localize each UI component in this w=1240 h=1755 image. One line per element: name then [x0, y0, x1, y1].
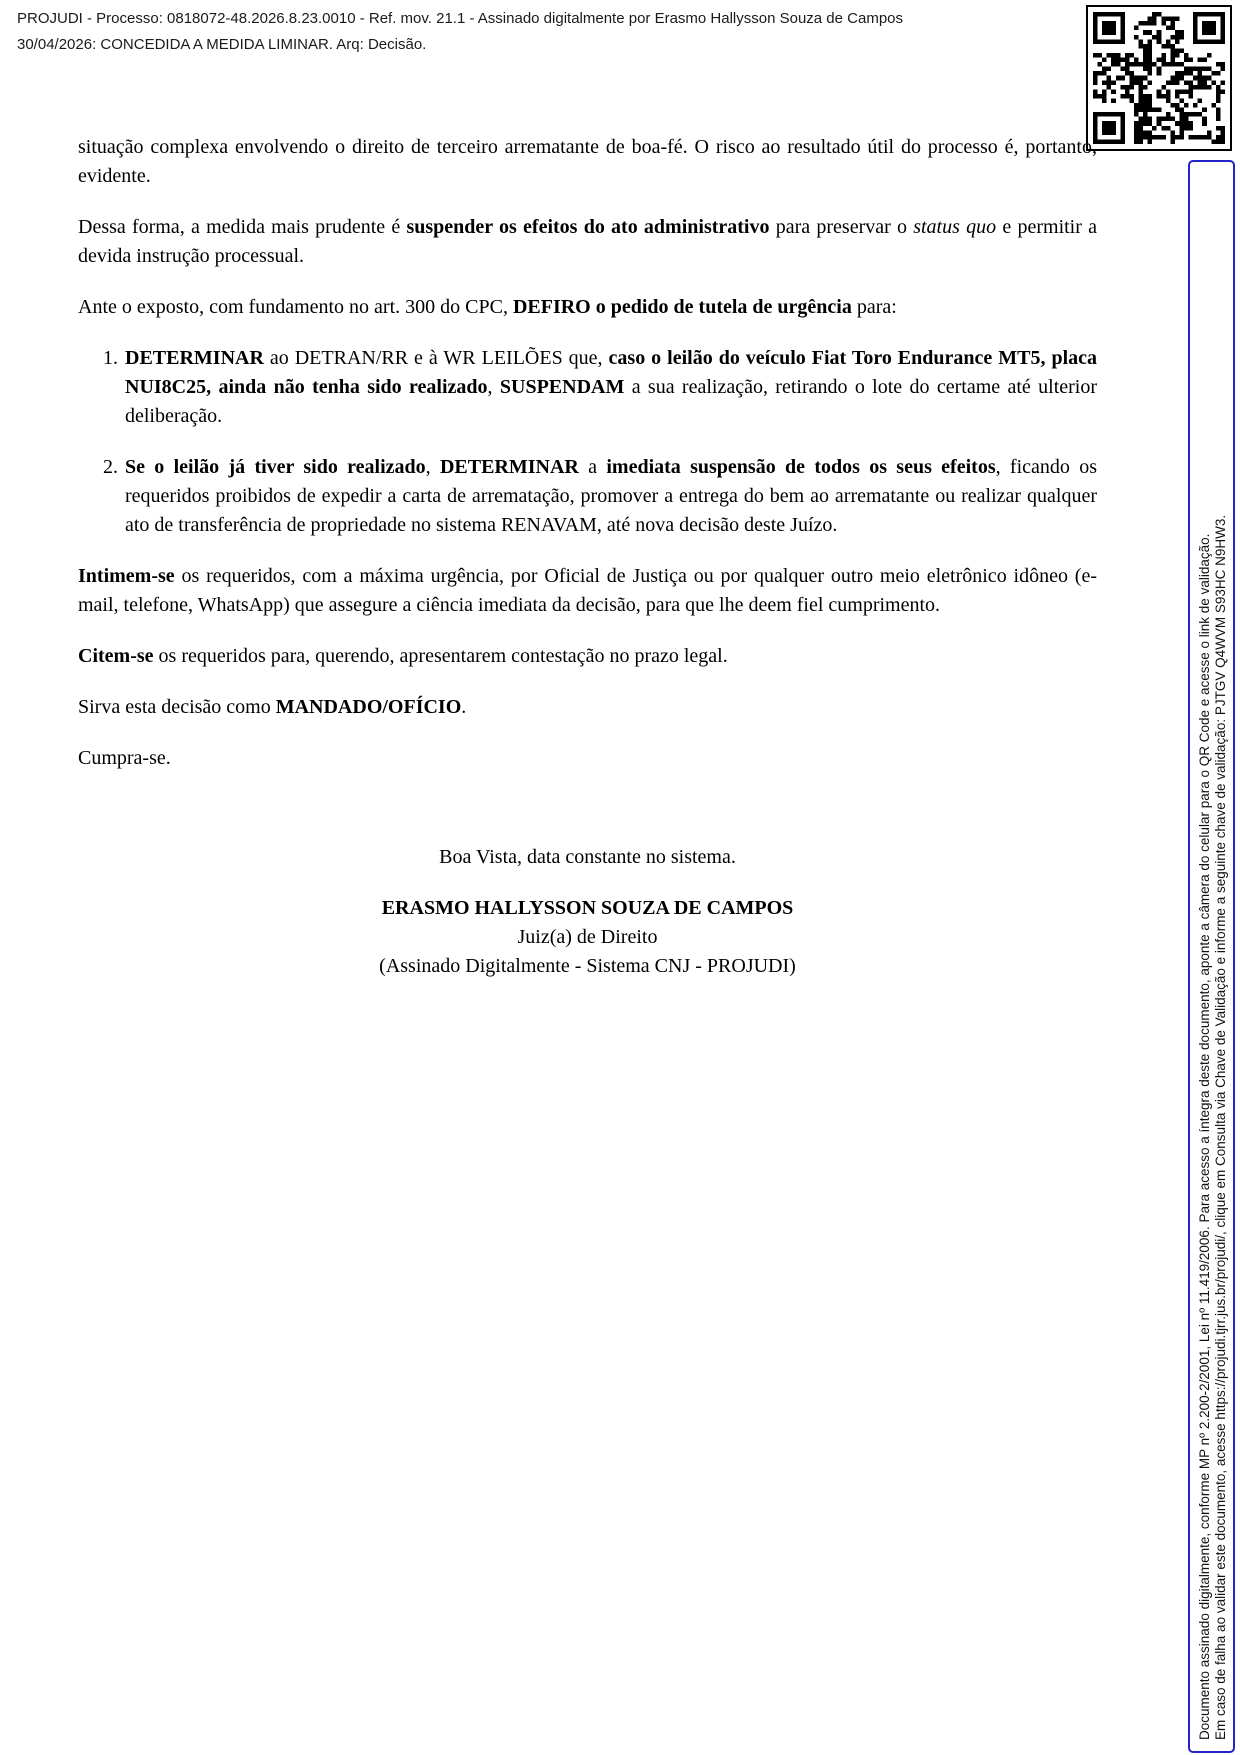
signature-note: (Assinado Digitalmente - Sistema CNJ - PROJUDI) [379, 955, 796, 977]
list-number: 2. [103, 456, 118, 478]
paragraph-risco: situação complexa envolvendo o direito de terceiro arrematante de boa-fé. O risco ao resultado útil do processo é, portanto, evidente. [78, 136, 1097, 187]
paragraph-cumpra: Cumpra-se. [78, 747, 171, 769]
paragraph-defiro: Ante o exposto, com fundamento no art. 300 do CPC, DEFIRO o pedido de tutela de urgência para: [78, 296, 897, 318]
validation-text [1197, 185, 1229, 1740]
header [17, 6, 1017, 58]
paragraph-medida: Dessa forma, a medida mais prudente é suspender os efeitos do ato administrativo para preservar o status quo e permitir a devida instrução processual. [78, 216, 1098, 267]
list-item-1: 1. DETERMINAR ao DETRAN/RR e à WR LEILÕES que, caso o leilão do veículo Fiat Toro Endurance MT5, placa NUI8C25, ainda não tenha sido realizado, SUSPENDAM a sua realização, retirando o lote do certame até ulterior deliberação. [78, 344, 1097, 431]
list-number: 1. [103, 347, 118, 369]
qr-code-icon [1093, 12, 1225, 144]
paragraph-sirva: Sirva esta decisão como MANDADO/OFÍCIO. [78, 696, 467, 718]
signature-role: Juiz(a) de Direito [517, 926, 658, 948]
header-line-1: PROJUDI - Processo: 0818072-48.2026.8.23.0010 - Ref. mov. 21.1 - Assinado digitalmente por Erasmo Hallysson Souza de Campos [17, 10, 904, 27]
header-line-2: 30/04/2026: CONCEDIDA A MEDIDA LIMINAR. Arq: Decisão. [17, 36, 427, 53]
place-date-line: Boa Vista, data constante no sistema. [439, 846, 736, 868]
validation-box [1188, 160, 1235, 1753]
paragraph-intimem: Intimem-se os requeridos, com a máxima urgência, por Oficial de Justiça ou por qualquer outro meio eletrônico idôneo (e-mail, telefone, WhatsApp) que assegure a ciência imediata da decisão, para que lhe deem fiel cumprimento. [78, 565, 1097, 616]
signature-name: ERASMO HALLYSSON SOUZA DE CAMPOS [381, 897, 794, 919]
document-body [78, 133, 1097, 981]
validation-line-2: Em caso de falha ao validar este documento, acesse https://projudi.tjrr.jus.br/projudi/, clique em Consulta via Chave de Validação e informe a seguinte chave de validação: PJTGV Q4WVM S93HC N9HW3. [1213, 514, 1228, 1740]
list-item-2: 2. Se o leilão já tiver sido realizado, DETERMINAR a imediata suspensão de todos os seus efeitos, ficando os requeridos proibidos de expedir a carta de arrematação, promover a entrega do bem ao arrematante ou realizar qualquer ato de transferência de propriedade no sistema RENAVAM, até nova decisão deste Juízo. [78, 453, 1097, 540]
validation-line-1: Documento assinado digitalmente, conforme MP nº 2.200-2/2001, Lei nº 11.419/2006. Para acesso a íntegra deste documento, aponte a câmera do celular para o QR Code e acesse o link de validação. [1197, 533, 1212, 1740]
paragraph-citem: Citem-se os requeridos para, querendo, apresentarem contestação no prazo legal. [78, 645, 728, 667]
qr-code [1086, 5, 1232, 151]
